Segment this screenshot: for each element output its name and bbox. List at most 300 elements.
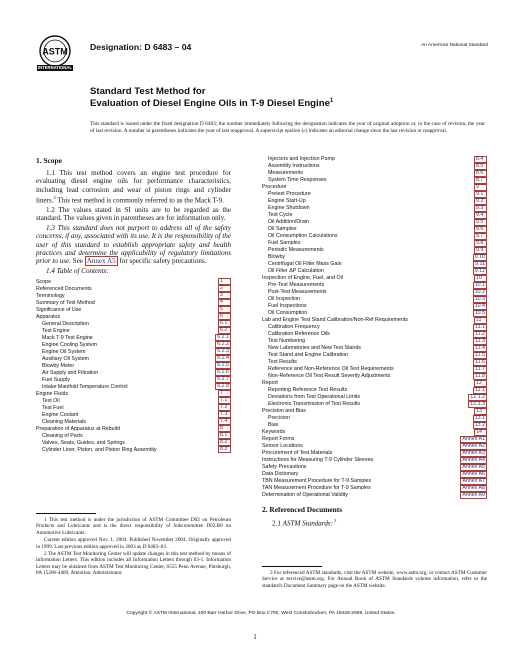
toc-section-link[interactable]: 6.1 [218,320,231,327]
toc-right-row [262,275,487,282]
toc-right-row [262,219,487,226]
toc-section-cell [213,313,231,320]
toc-section-link[interactable]: Annex A5 [462,464,485,470]
toc-right-row [262,352,487,359]
scope-para-1-end: This test method is commonly referred to as the Mack T-9. [55,196,224,205]
astm-logo [35,34,75,72]
toc-section-cell [460,184,487,191]
toc-section-link[interactable]: 8 [218,425,231,432]
left-column [36,156,231,453]
toc-right-row [262,366,487,373]
toc-entry-label: Test Engine [42,327,70,334]
toc-section-cell [213,341,231,348]
toc-section-cell [213,348,231,355]
toc-entry-label: Test Cycle [268,212,293,219]
toc-entry-label: Significance of Use [36,306,82,313]
toc-section-cell [460,443,487,450]
toc-section-link[interactable]: 9.7 [474,233,487,240]
toc-right-row [262,233,487,240]
toc-section-cell [213,278,231,285]
toc-section-link[interactable]: 6.2.2 [217,341,229,348]
toc-section-cell [213,355,231,362]
scope-para-3-see: See [70,257,85,266]
toc-section-link[interactable]: 9.1 [474,191,487,198]
footnote-3: 3 For referenced ASTM standards, visit the ASTM website, www.astm.org, or contact ASTM Customer Service at service@astm.org. For Annual Book of ASTM Standards volume information, refer to the standard's Document Summary page on the ASTM website. [262,570,487,589]
toc-section-link[interactable]: 9.6 [474,226,487,233]
toc-right-row [262,436,487,443]
toc-section-cell [213,320,231,327]
toc-entry-label: Oil Inspection [268,296,301,303]
toc-section-link[interactable]: 10.5 [474,310,485,316]
toc-section-link[interactable]: 5 [218,306,231,313]
toc-section-link[interactable]: 2 [218,285,231,292]
toc-right-row [262,415,487,422]
toc-entry-label: Oil Samples [268,226,297,233]
toc-right-row [262,163,487,170]
toc-section-cell [460,310,487,317]
toc-left-row [36,278,231,285]
toc-section-cell [460,457,487,464]
toc-right-row [262,373,487,380]
toc-section-link[interactable]: 11.5 [475,352,485,358]
toc-section-link[interactable]: 9.2 [474,198,487,205]
toc-right-row [262,247,487,254]
toc-section-cell [213,376,231,383]
toc-right-row [262,492,487,499]
toc-section-cell [460,401,487,408]
toc-section-link[interactable]: Annex A2 [462,443,485,449]
toc-section-cell [213,292,231,299]
toc-section-cell [460,261,487,268]
toc-right-row [262,331,487,338]
toc-entry-label: Reporting Reference Test Results [268,387,348,394]
toc-entry-label: Apparatus [36,313,61,320]
toc-entry-label: Measurements [268,170,304,177]
toc-entry-label: Assembly Instructions [268,163,320,170]
toc-entry-label: Oil Addition/Drain [268,219,309,226]
toc-entry-label: Scope [36,278,52,285]
toc-entry-label: Reference and Non-Reference Oil Test Requirements [268,366,394,373]
copyright-line: Copyright © ASTM International, 100 Barr Harbor Drive, PO Box C700, West Conshohocken, PA 19428-2959, United States. [126,611,396,616]
toc-entry-label: Engine Start-Up [268,198,306,205]
toc-section-cell [460,408,487,415]
title-text: Evaluation of Diesel Engine Oils in T-9 Diesel Engine [90,98,330,110]
toc-section-link[interactable]: 8.6 [474,170,487,177]
toc-section-link[interactable]: 8.4 [474,156,487,163]
footnote-ref-2[interactable]: 2 [53,195,56,201]
toc-entry-label: Safety Precautions [262,464,307,471]
toc-section-link[interactable]: 9.11 [475,261,485,267]
toc-right-row [262,198,487,205]
toc-left-row [36,285,231,292]
toc-entry-label: Determination of Operational Validity [262,492,348,499]
toc-entry-label: Data Dictionary [262,471,299,478]
toc-section-cell [460,289,487,296]
toc-right-row [262,177,487,184]
toc-entry-label: Deviations from Test Operational Limits [268,394,361,401]
toc-entry-label: Fuel Inspections [268,303,307,310]
toc-section-cell [213,404,231,411]
toc-right-row [262,184,487,191]
toc-section-cell [460,240,487,247]
toc-section-cell [460,352,487,359]
toc-left-row [36,320,231,327]
toc-section-cell [460,226,487,233]
toc-right-row [262,450,487,457]
toc-right-row [262,394,487,401]
toc-section-cell [213,390,231,397]
toc-section-link[interactable]: 10.3 [474,296,485,302]
toc-section-link[interactable]: 9.4 [474,212,487,219]
toc-section-cell [460,492,487,499]
toc-section-link[interactable]: 11.2 [475,331,485,337]
scope-para-2: 1.2 The values stated in SI units are to be regarded as the standard. The values given in parentheses are for information only. [36,205,231,223]
toc-entry-label: TAN Measurement Procedure for T-9 Samples [262,485,371,492]
toc-entry-label: Instructions for Measuring T-9 Cylinder Sleeves [262,457,374,464]
toc-section-link[interactable]: 6.2.4 [217,355,229,362]
toc-section-link[interactable]: 6.2.1 [217,334,229,341]
toc-left-row [36,299,231,306]
toc-section-cell [460,247,487,254]
title-footnote-ref: 1 [329,98,334,104]
toc-entry-label: Report Forms [262,436,295,443]
toc-entry-label: Cleaning of Parts [42,432,83,439]
toc-entry-label: Test Fuel [42,404,64,411]
footnotes-left [36,517,231,578]
toc-right-row [262,387,487,394]
toc-entry-label: Auxiliary Oil System [42,355,90,362]
toc-section-cell [460,338,487,345]
scope-para-3-text: 1.3 This standard does not purport to address all of the safety concerns, if any, associated with its use. It is the responsibility of the user of this standard to establish appropriate safety and health practices and determine the applicability of regulatory limitations prior to use. [36,223,231,266]
toc-section-cell [460,471,487,478]
right-column [262,156,487,527]
toc-left-row [36,439,231,446]
toc-section-cell [460,205,487,212]
toc-section-link[interactable]: 12.1.3 [470,401,485,407]
toc-entry-label: Non-Reference Oil Test Result Severity Adjustments [268,373,391,380]
standard-notice: This standard is issued under the fixed designation D 6483; the number immediately following the designation indicates the year of original adoption or, in the case of revision, the year of last revision. A number in parentheses indicates the year of last reapproval. A superscript epsilon (ε) indicates an editorial change since the last revision or reapproval. [90,121,485,134]
toc-section-cell [213,362,231,369]
toc-section-link[interactable]: 7.4 [218,418,231,425]
toc-entry-label: Oil Consumption [268,310,308,317]
toc-section-link[interactable]: 9.10 [474,254,485,260]
toc-section-link[interactable]: 14 [474,429,487,436]
toc-section-link[interactable]: 8.5 [474,163,487,170]
toc-section-link[interactable]: 7.1 [218,397,231,404]
toc-right-row [262,464,487,471]
toc-section-cell [460,163,487,170]
toc-section-cell [460,233,487,240]
toc-left-row [36,306,231,313]
toc-right-row [262,401,487,408]
scope-para-3-end: for specific safety precautions. [117,257,207,266]
toc-entry-label: Cleaning Materials [42,418,86,425]
toc-section-link[interactable]: 10.4 [474,303,485,309]
toc-section-link[interactable]: 4 [218,299,231,306]
toc-section-link[interactable]: 12.1.2 [470,394,485,400]
toc-right-row [262,345,487,352]
toc-section-link[interactable]: Annex A3 [462,450,485,456]
toc-section-cell [460,359,487,366]
toc-left-row [36,411,231,418]
toc-section-link[interactable]: 6 [218,313,231,320]
footnote-left-3: 2 The ASTM Test Monitoring Center will update changes in this test method by means of Information Letters. This edition includes all Information Letters through 03-1. Information Letters may be obtained from ASTM Test Monitoring Center, 6555 Penn Avenue, Pittsburgh, PA 15206-4489, Attention: Administrator. [36,551,231,577]
toc-section-link[interactable]: Annex A9 [462,492,485,498]
toc-entry-label: Centrifugal Oil Filter Mass Gain [268,261,342,268]
toc-entry-label: Engine Oil System [42,348,86,355]
toc-section-cell [460,296,487,303]
toc-entry-label: Blowby [268,254,286,261]
toc-entry-label: Keywords [262,429,286,436]
toc-right-row [262,310,487,317]
toc-entry-label: Pretest Procedure [268,191,311,198]
title-line-2 [90,98,333,109]
annex-a5-link[interactable]: Annex A5 [86,257,116,266]
toc-right-row [262,422,487,429]
toc-section-link[interactable]: 9.8 [474,240,487,247]
toc-left-row [36,313,231,320]
toc-section-link[interactable]: 6.2.3 [217,348,229,355]
toc-section-link[interactable]: 8.1 [218,432,231,439]
toc-section-link[interactable]: 13 [474,408,487,415]
toc-section-link[interactable]: 13.1 [474,415,485,421]
toc-entry-label: Inspection of Engine, Fuel, and Oil [262,275,343,282]
toc-entry-label: Procurement of Test Materials [262,450,333,457]
toc-section-link[interactable]: 7 [218,390,231,397]
toc-section-link[interactable]: 9.12 [474,268,485,274]
toc-section-cell [460,415,487,422]
toc-entry-label: Calibration Frequency [268,324,320,331]
toc-section-cell [213,432,231,439]
toc-section-link[interactable]: 3 [218,292,231,299]
footnote-ref-3[interactable]: 3 [333,518,337,523]
toc-section-cell [213,369,231,376]
toc-left-row [36,327,231,334]
toc-section-link[interactable]: 12 [474,380,487,387]
logo-caption: INTERNATIONAL [38,65,72,70]
toc-right-row [262,317,487,324]
toc-section-link[interactable]: 9.9 [474,247,487,254]
toc-entry-label: Mack T-9 Test Engine [42,334,93,341]
toc-section-cell [460,394,487,401]
toc-section-cell [460,485,487,492]
toc-right-row [262,380,487,387]
toc-right-row [262,212,487,219]
toc-section-link[interactable]: 11.1 [475,324,485,330]
toc-entry-label: Engine Shutdown [268,205,310,212]
toc-entry-label: Fuel Samples [268,240,301,247]
toc-section-cell [213,439,231,446]
footnote-left-2: Current edition approved Nov. 1, 2004. Published November 2004. Originally approved in 1999. Last previous edition approved in 2003 as D 6483–03. [36,537,231,550]
scope-para-1 [36,169,231,205]
toc-entry-label: Air Supply and Filtration [42,369,99,376]
toc-section-link[interactable]: 7.3 [218,411,231,418]
toc-section-link[interactable]: 11.3 [475,338,485,344]
toc-section-link[interactable]: 9 [474,184,487,191]
toc-section-cell [460,429,487,436]
toc-section-link[interactable]: Annex A4 [462,457,485,463]
toc-right-row [262,443,487,450]
toc-entry-label: TBN Measurement Procedure for T-9 Samples [262,478,372,485]
toc-left-row [36,383,231,390]
toc-left-table [36,278,231,453]
toc-left-row [36,446,231,453]
toc-section-cell [213,299,231,306]
toc-section-link[interactable]: 12.1 [474,387,485,393]
toc-right-row [262,485,487,492]
toc-section-link[interactable]: 7.2 [218,404,231,411]
toc-section-link[interactable]: 9.3 [474,205,487,212]
toc-section-link[interactable]: 6.2.8 [217,383,229,390]
toc-entry-label: Test Stand and Engine Calibration [268,352,349,359]
toc-section-cell [460,366,487,373]
toc-section-cell [460,303,487,310]
toc-section-cell [460,254,487,261]
toc-entry-label: Preparation of Apparatus at Rebuild [36,425,120,432]
toc-section-cell [213,285,231,292]
toc-section-cell [460,191,487,198]
toc-right-row [262,408,487,415]
scope-para-3 [36,224,231,266]
title-line-1: Standard Test Method for [90,86,206,97]
toc-section-link[interactable]: 10.2 [474,289,485,295]
scope-heading: 1. Scope [36,156,62,165]
subsection-title: ASTM Standards: [282,519,334,528]
toc-entry-label: Post-Test Measurements [268,289,327,296]
astm-standards-subsection [272,518,487,527]
toc-section-link[interactable]: 8.3 [218,446,231,453]
toc-right-row [262,324,487,331]
toc-section-cell [213,327,231,334]
toc-entry-label: System Time Responses [268,177,327,184]
toc-section-link[interactable]: 11.4 [475,345,485,351]
toc-entry-label: Report [262,380,278,387]
toc-right-row [262,282,487,289]
toc-left-row [36,362,231,369]
toc-left-row [36,376,231,383]
toc-section-cell [460,373,487,380]
toc-section-cell [213,306,231,313]
designation: Designation: D 6483 – 04 [90,42,192,52]
toc-section-cell [213,446,231,453]
toc-left-row [36,348,231,355]
toc-entry-label: Lab and Engine Test Stand Calibration/Non-Ref Requirements [262,317,408,324]
toc-section-link[interactable]: 10 [474,275,487,282]
toc-right-row [262,429,487,436]
toc-right-table [262,156,487,499]
toc-section-link[interactable]: Annex A8 [462,485,485,491]
referenced-documents-heading: 2. Referenced Documents [262,505,343,514]
toc-right-row [262,457,487,464]
american-national-standard: An American National Standard [421,43,488,48]
toc-section-link[interactable]: 1 [218,278,231,285]
toc-section-link[interactable]: 11.6 [475,359,485,365]
footnote-rule-right [262,566,322,567]
toc-entry-label: Intake Manifold Temperature Control [42,383,128,390]
subsection-number: 2.1 [272,519,283,528]
toc-entry-label: Injectors and Injection Pump [268,156,335,163]
toc-entry-label: Blowby Meter [42,362,75,369]
toc-section-link[interactable]: Annex A1 [462,436,485,442]
toc-section-link[interactable]: 11.8 [475,373,485,379]
toc-section-cell [460,282,487,289]
toc-entry-label: Oil Consumption Calculations [268,233,338,240]
toc-section-link[interactable]: 6.2.6 [217,369,229,376]
toc-section-cell [460,387,487,394]
toc-section-cell [460,324,487,331]
toc-right-row [262,268,487,275]
scope-para-1-text: 1.1 This test method covers an engine test procedure for evaluating diesel engine oils for performance characteristics, including lead corrosion and wear of piston rings and cylinder liners. [36,169,231,205]
toc-section-link[interactable]: 9.5 [474,219,487,226]
toc-section-link[interactable]: Annex A7 [462,478,485,484]
toc-entry-label: Test Oil [42,397,60,404]
toc-section-cell [213,411,231,418]
toc-left-row [36,390,231,397]
toc-entry-label: Summary of Test Method [36,299,95,306]
toc-section-link[interactable]: 8.2 [218,439,231,446]
toc-section-cell [460,436,487,443]
toc-left-row [36,404,231,411]
toc-left-row [36,341,231,348]
toc-section-cell [213,334,231,341]
toc-section-link[interactable]: 6.2 [218,327,231,334]
toc-entry-label: Periodic Measurements [268,247,324,254]
toc-entry-label: Sensor Locations [262,443,303,450]
toc-section-cell [460,345,487,352]
toc-section-cell [460,317,487,324]
toc-entry-label: Fuel Supply [42,376,70,383]
toc-entry-label: Oil Filter ΔP Calculation [268,268,324,275]
toc-left-row [36,292,231,299]
toc-section-link[interactable]: 11 [474,317,487,324]
toc-section-link[interactable]: 6.2.5 [217,362,229,369]
toc-section-cell [213,397,231,404]
toc-section-cell [213,383,231,390]
toc-entry-label: Engine Coolant [42,411,79,418]
toc-section-link[interactable]: 6.2.7 [217,376,229,383]
toc-left-row [36,418,231,425]
toc-section-link[interactable]: 13.2 [474,422,485,428]
toc-right-row [262,478,487,485]
toc-entry-label: Engine Fluids [36,390,69,397]
footnotes-right [262,570,487,589]
toc-left-row [36,369,231,376]
toc-section-link[interactable]: 11.7 [475,366,485,372]
toc-section-link[interactable]: Annex A6 [462,471,485,477]
toc-right-row [262,359,487,366]
toc-right-row [262,205,487,212]
toc-entry-label: Precision and Bias [262,408,306,415]
page-number: 1 [253,633,257,641]
toc-right-row [262,289,487,296]
toc-right-row [262,170,487,177]
toc-entry-label: General Description [42,320,89,327]
toc-right-row [262,471,487,478]
toc-section-cell [460,275,487,282]
toc-entry-label: Bias [268,422,279,429]
toc-entry-label: Precision [268,415,290,422]
toc-section-cell [460,156,487,163]
toc-entry-label: Test Results [268,359,297,366]
toc-section-cell [460,422,487,429]
toc-section-link[interactable]: 8.7 [474,177,487,184]
toc-entry-label: Procedure [262,184,287,191]
toc-left-row [36,432,231,439]
toc-section-cell [460,380,487,387]
toc-entry-label: Valves, Seats, Guides, and Springs [42,439,125,446]
toc-section-link[interactable]: 10.1 [474,282,485,288]
toc-section-cell [460,450,487,457]
